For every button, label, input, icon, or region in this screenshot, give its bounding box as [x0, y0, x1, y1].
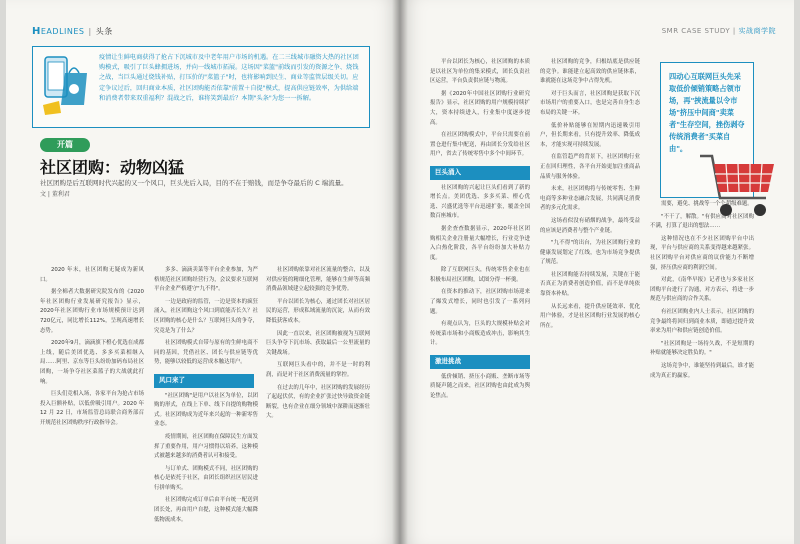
paragraph: 社区团购依靠对社区流量的整合，以及对供应链的精细化管理，能够在生鲜等高频消费品领域建立起较强的竞争优势。	[266, 267, 370, 293]
section-heading: 激进挑战	[430, 355, 530, 369]
paragraph: 社区团购的竞争，归根结底是供应链的竞争。谁能建立起高效的供应链体系，谁就能在这场竞争中占得先机。	[540, 59, 640, 85]
paragraph: "九不得"的出台，为社区团购行业的健康发展划定了红线，也为市场竞争提供了规范。	[540, 240, 640, 266]
paragraph: "社区团购是一场持久战，不是短期的补贴就能够决定胜负的。"	[650, 340, 754, 357]
paragraph: 据全棉者大数据研究院发布的《2020年社区团购行业发展研究报告》显示，2020年社区团购行业市场规模预计达到720亿元，同比增长112%，呈现高速增长态势。	[40, 289, 144, 334]
page-header-left: HEADLINES | 头条	[32, 26, 113, 37]
section-name-right: 实战商学院	[738, 27, 776, 35]
paragraph: 低价补贴能够在短期内迅速吸引用户，但长期来看，只有提升效率、降低成本，才能实现可持续发展。	[540, 122, 640, 148]
paragraph: "社区团购"是用户以社区为单位，以团购的形式，在线上下单、线下自提的购物模式。社区团购成为近年来兴起的一种新零售业态。	[154, 392, 258, 428]
brand-initial: H	[32, 26, 41, 37]
paragraph: "不干了，解散。"有供应商对社区团购不满，打算了退出的想法……	[650, 213, 754, 230]
paragraph: 社区团购能否持续发展，关键在于能否真正为消费者创造价值，而不是单纯依靠资本补贴。	[540, 271, 640, 298]
brand-case-study: SMR CASE STUDY	[661, 27, 731, 35]
paragraph: 在社区团购模式中，平台只需要在前置仓进行集中配送，再由团长分发给社区用户，省去了传统零售中多个中间环节。	[430, 132, 530, 158]
paragraph: 社区团购的兴起让巨头们看到了新的增长点。美团优选、多多买菜、橙心优选、兴盛优选等平台迅速扩张，覆盖全国数百座城市。	[430, 184, 530, 220]
paragraph: 2020年9月，滴滴旗下橙心优选在成都上线，随后美团优选、多多买菜相继入局……阿里、京东等巨头纷纷加码布局社区团购，一场争夺社区菜篮子的大战就此打响。	[40, 340, 144, 385]
paragraph: 在资本的推动下，社区团购市场迎来了爆发式增长，同时也引发了一系列问题。	[430, 289, 530, 315]
paragraph: 巨头们竞相入场，各家平台为抢占市场投入巨额补贴，以低价吸引用户。2020 年 12 月 22 日，市场监管总局联合商务部召开规范社区团购秩序行政指导会。	[40, 391, 144, 426]
paragraph: 有观点认为，巨头的大规模补贴会对传统菜市场和小商贩造成冲击，影响其生计。	[430, 321, 530, 347]
paragraph: 对此，《南华早报》记者也与多家社区团购平台进行了沟通，对方表示，将进一步规范与供应商的合作关系。	[650, 277, 754, 303]
paragraph: 互联网巨头看中的，并不是一时的利润，而是对于社区消费流量的掌控。	[266, 362, 370, 378]
page-header-right: SMR CASE STUDY | 实战商学院	[661, 27, 776, 35]
paragraph: 这种情况也在不少社区团购平台中出现，平台与供应商的关系变得越来越紧张。社区团购平台对供应商的议价能力不断增强，挤压供应商的利润空间。	[650, 235, 754, 271]
article-author: 文 | 董利君	[40, 191, 70, 198]
paragraph: 平台以团长为核心，社区团购的本质是以社区为单位的集采模式，团长负责社区运营，平台负责供应链与物流。	[430, 59, 530, 85]
left-page	[6, 0, 400, 544]
paragraph: 平台以团长为核心，通过团长对社区居民的运营，形成私域流量的沉淀，从而有效降低获客成本。	[266, 298, 370, 324]
paragraph: 在过去的几年中，社区团购的发展经历了起起伏伏，有的企业扩张过快导致资金链断裂，也有企业在细分领域中深耕而逐渐壮大。	[266, 384, 370, 420]
right-column-1	[430, 58, 530, 404]
paragraph: 2020 年末，社区团购无疑成为新风口。	[40, 267, 144, 283]
paragraph: 有社区团购业内人士表示，社区团购的竞争最终将回归到商业本质，即通过提升效率来为用户和供应链创造价值。	[650, 308, 754, 335]
brand-rest: EADLINES	[40, 27, 85, 36]
paragraph: 因此一直以来，社区团购被视为互联网巨头争夺下沉市场、获取最后一公里流量的关键战场。	[266, 330, 370, 356]
right-column-2	[540, 58, 640, 334]
paragraph: 对于巨头而言，社区团购是获取下沉市场用户的重要入口，也是完善自身生态布局的关键一环。	[540, 90, 640, 116]
paragraph: 低价倾销、挤压小商贩、垄断市场等质疑声随之而来，社区团购也由此成为舆论焦点。	[430, 373, 530, 399]
phone-shopping-bag-icon	[39, 53, 95, 119]
paragraph: 需要，避免、挑战等一个个超级难题。	[661, 201, 753, 207]
left-column-1	[40, 266, 144, 432]
paragraph: 这场看似没有硝烟的战争，最终受益的应该是消费者与整个产业链。	[540, 217, 640, 234]
article-title: 社区团购：动物凶猛	[40, 158, 185, 177]
pull-quote-text: 四动心互联网巨头先采取低价倾销策略占领市场，再"挟流量以令市场"挤压中间商"卖菜者"生存空间，挫伤剥夺传统消费者"买菜自由"。	[669, 72, 745, 153]
paragraph: 据企查查数据显示，2020年社区团购相关企业注册量大幅增长，行业竞争进入白热化阶段，各平台纷纷加大补贴力度。	[430, 225, 530, 261]
paragraph: 未来，社区团购将与传统零售、生鲜电商等多种业态融合发展，共同满足消费者的多元化需求。	[540, 186, 640, 212]
section-name: 头条	[95, 27, 113, 36]
intro-box	[32, 46, 370, 128]
paragraph: 社区团购完成订单后由平台统一配送到团长处，再由用户自提，这种模式能大幅降低物流成本。	[154, 497, 258, 523]
article-subtitle: 社区团购是后互联网时代兴起的又一个风口，巨头先后入局，目的不在于赔钱，而是争夺最后的 C 端流量。	[40, 179, 348, 187]
paragraph: 据《2020年中国社区团购行业研究报告》显示，社区团购的用户规模持续扩大，资本持续进入，行业集中度逐步提高。	[430, 90, 530, 126]
paragraph: 多多、滴滴卖菜等平台企业参加，为严格规范社区团购经营行为，会议要求互联网平台企业严格遵守"九不得"。	[154, 267, 258, 293]
section-heading: 风口来了	[154, 374, 254, 388]
intro-text: 疫情让生鲜电商获得了抢占下沉城市及中老年用户市场的机遇。在二三线城市融资大热的社区团购模式，吸引了巨头蜂拥进场，并向一线城市拓展。这场因"菜篮"前线而引发的资源之争、烧钱之战，当巨头通过烧钱补贴，打压价的"菜篮子"时，也将影响到民生、商业等监管层级关切。应定争议过后，回归商业本质，社区团购能否依靠"前置＋自提"模式，提高供应链效率，为供给端和消费者带来双重福利？混战之后，谁将笑到最后？本期"头条"为您一一拆解。	[99, 54, 359, 102]
book-gutter	[392, 0, 408, 544]
paragraph: 疫情期间，社区团购在保障民生方面发挥了重要作用，用户习惯得以培养，这种模式被越来越多的消费者认可和接受。	[154, 433, 258, 460]
category-tag: 开篇	[40, 138, 90, 152]
paragraph: 一边是政府的监管，一边是资本的疯狂涌入，社区团购这个风口到底能否长久？社区团购的核心是什么？互联网巨头的争夺，究竟是为了什么？	[154, 298, 258, 334]
paragraph: 这场竞争中，谁能坚持到最后，谁才能成为真正的赢家。	[650, 362, 754, 379]
paragraph: 除了互联网巨头，传统零售企业也在积极布局社区团购，试图分得一杯羹。	[430, 267, 530, 283]
right-column-3	[650, 200, 754, 384]
paragraph: 在监管趋严的背景下，社区团购行业正在回归理性，各平台开始更加注重商品品质与服务体验。	[540, 154, 640, 180]
left-column-3	[266, 266, 370, 425]
paragraph: 与订单式、团购模式不同，社区团购的核心是依托于社区，由团长组织社区居民进行拼单购买。	[154, 465, 258, 491]
section-heading: 巨头涌入	[430, 166, 530, 180]
paragraph: 从长远来看，提升供应链效率、优化用户体验，才是社区团购行业发展的核心所在。	[540, 303, 640, 329]
paragraph: 社区团购模式自带与原有的生鲜电商不同的基因，凭借社区、团长与供应链等优势，能够以较低的运营成本触达用户。	[154, 340, 258, 366]
left-column-2	[154, 266, 258, 528]
